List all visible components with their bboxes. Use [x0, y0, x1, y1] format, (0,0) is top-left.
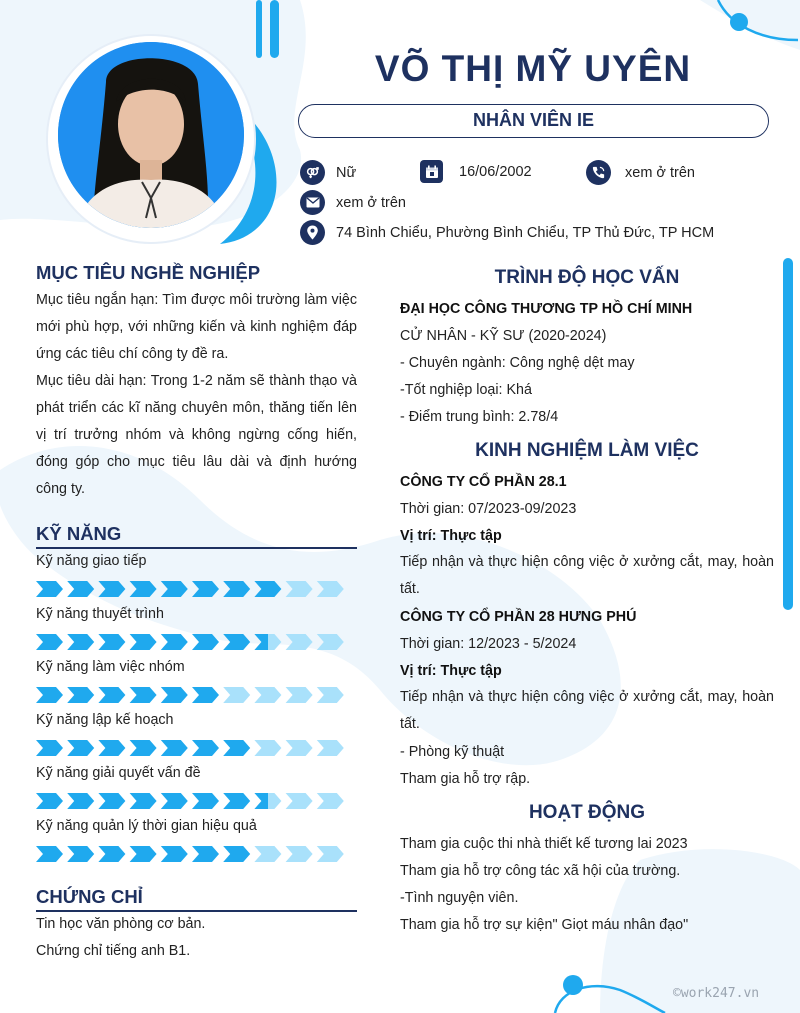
skill-chevron [130, 846, 157, 862]
gender-value: Nữ [336, 164, 357, 181]
watermark: ©work247.vn [673, 986, 760, 1001]
skill-chevron [130, 687, 157, 703]
skill-chevron [254, 846, 281, 862]
birthday-row [420, 160, 532, 183]
skill-chevron [254, 740, 281, 756]
skill-chevron [130, 793, 157, 809]
job-company: CÔNG TY CỔ PHẦN 28 HƯNG PHÚ [400, 609, 637, 625]
skill-chevron [36, 581, 63, 597]
skill-chevron [317, 846, 344, 862]
education-rank: -Tốt nghiệp loại: Khá [400, 382, 532, 398]
skill-chevron [223, 846, 250, 862]
skill-chevron [98, 687, 125, 703]
skill-chevron [130, 740, 157, 756]
activity-item: Tham gia hỗ trợ sự kiện" Giọt máu nhân đạo" [400, 917, 689, 933]
objective-long-term: Mục tiêu dài hạn: Trong 1-2 năm sẽ thành thạo và phát triển các kĩ năng chuyên môn, thăng tiến lên vị trí trưởng nhóm và không ngừng cống hiến, đóng góp cho mục tiêu lâu dài và định hướng công ty. [36, 373, 357, 497]
skill-chevron [286, 793, 313, 809]
skill-label: Kỹ năng lập kế hoạch [36, 712, 174, 728]
skill-chevron [67, 634, 94, 650]
skill-label: Kỹ năng làm việc nhóm [36, 659, 185, 675]
objective-heading: MỤC TIÊU NGHỀ NGHIỆP [36, 262, 261, 283]
skill-chevron [192, 846, 219, 862]
email-value: xem ở trên [336, 194, 406, 211]
skill-label: Kỹ năng giao tiếp [36, 553, 147, 569]
skill-chevron [36, 687, 63, 703]
skill-chevron [98, 793, 125, 809]
skill-rating-bar [36, 686, 346, 704]
certificate-item: Tin học văn phòng cơ bản. [36, 916, 206, 932]
skill-chevron [286, 581, 313, 597]
phone-row [586, 160, 695, 185]
job-extra: Tham gia hỗ trợ rập. [400, 771, 531, 787]
skill-chevron [67, 846, 94, 862]
skill-chevron [317, 793, 344, 809]
gender-icon [300, 160, 325, 185]
skill-chevron [161, 581, 188, 597]
skill-chevron [161, 687, 188, 703]
birthday-value: 16/06/2002 [459, 163, 532, 180]
activity-item: Tham gia cuộc thi nhà thiết kế tương lai 2023 [400, 836, 688, 852]
skill-chevron [161, 634, 188, 650]
skill-chevron [317, 740, 344, 756]
skill-chevron [286, 846, 313, 862]
skill-chevron [161, 846, 188, 862]
skill-chevron [98, 634, 125, 650]
certificates-heading: CHỨNG CHỈ [36, 886, 143, 907]
skill-chevron [223, 634, 250, 650]
skill-chevron [67, 793, 94, 809]
job-time: Thời gian: 12/2023 - 5/2024 [400, 636, 577, 652]
skill-chevron [223, 793, 250, 809]
mail-icon [300, 190, 325, 215]
skill-chevron [223, 687, 250, 703]
certificate-item: Chứng chỉ tiếng anh B1. [36, 943, 191, 959]
job-description: Tiếp nhận và thực hiện công việc ở xưởng cắt, may, hoàn tất. [400, 554, 774, 597]
job-role: Vị trí: Thực tập [400, 528, 502, 544]
calendar-icon [420, 160, 443, 183]
skill-chevron [254, 634, 281, 650]
job-company: CÔNG TY CỔ PHẦN 28.1 [400, 474, 567, 490]
address-row [300, 220, 714, 245]
skill-chevron [317, 634, 344, 650]
education-heading: TRÌNH ĐỘ HỌC VẤN [494, 267, 680, 288]
skill-chevron [192, 793, 219, 809]
skill-chevron [36, 634, 63, 650]
skill-chevron [67, 687, 94, 703]
skill-chevron [130, 634, 157, 650]
skill-chevron [192, 634, 219, 650]
objective-short-term: Mục tiêu ngắn hạn: Tìm được môi trường làm việc mới phù hợp, với những kiến và kinh nghiệm đáp ứng các tiêu chí công ty đề ra. [36, 292, 357, 362]
skill-chevron [98, 740, 125, 756]
certificates-heading-underline [36, 910, 357, 912]
skill-label: Kỹ năng quản lý thời gian hiệu quả [36, 818, 257, 834]
skill-chevron [254, 687, 281, 703]
skill-chevron [161, 740, 188, 756]
skill-label: Kỹ năng giải quyết vấn đề [36, 765, 201, 781]
education-gpa: - Điểm trung bình: 2.78/4 [400, 409, 559, 425]
job-description: Tiếp nhận và thực hiện công việc ở xưởng cắt, may, hoàn tất. [400, 689, 774, 732]
skill-chevron [67, 581, 94, 597]
skill-label: Kỹ năng thuyết trình [36, 606, 164, 622]
skill-rating-bar [36, 633, 346, 651]
skill-chevron [98, 846, 125, 862]
skill-chevron [317, 687, 344, 703]
email-row [300, 190, 406, 215]
location-icon [300, 220, 325, 245]
activity-item: Tham gia hỗ trợ công tác xã hội của trường. [400, 863, 681, 879]
education-school: ĐẠI HỌC CÔNG THƯƠNG TP HỒ CHÍ MINH [400, 301, 693, 317]
skill-chevron [286, 634, 313, 650]
candidate-name: VÕ THỊ MỸ UYÊN [374, 48, 692, 89]
skill-chevron [223, 581, 250, 597]
activity-item: -Tình nguyện viên. [400, 890, 519, 906]
skill-chevron [130, 581, 157, 597]
skill-chevron [161, 793, 188, 809]
skill-rating-bar [36, 739, 346, 757]
skill-chevron [192, 740, 219, 756]
skill-chevron [254, 793, 281, 809]
education-major: - Chuyên ngành: Công nghệ dệt may [400, 355, 635, 371]
skill-chevron [67, 740, 94, 756]
skill-rating-bar [36, 580, 346, 598]
skill-chevron [192, 581, 219, 597]
profile-photo [58, 42, 244, 228]
skills-heading-underline [36, 547, 357, 549]
experience-heading: KINH NGHIỆM LÀM VIỆC [475, 440, 699, 461]
skill-chevron [254, 581, 281, 597]
skill-chevron [317, 581, 344, 597]
skill-rating-bar [36, 845, 346, 863]
activities-heading: HOẠT ĐỘNG [528, 802, 646, 823]
phone-icon [586, 160, 611, 185]
gender-row [300, 160, 356, 185]
position-title: NHÂN VIÊN IE [298, 104, 769, 138]
skill-chevron [286, 687, 313, 703]
job-time: Thời gian: 07/2023-09/2023 [400, 501, 577, 517]
skill-chevron [192, 687, 219, 703]
education-degree: CỬ NHÂN - KỸ SƯ (2020-2024) [400, 328, 607, 344]
skill-chevron [98, 581, 125, 597]
skill-rating-bar [36, 792, 346, 810]
job-department: - Phòng kỹ thuật [400, 744, 505, 760]
skill-chevron [36, 846, 63, 862]
skill-chevron [36, 793, 63, 809]
skills-heading: KỸ NĂNG [36, 523, 122, 544]
skill-chevron [223, 740, 250, 756]
skill-chevron [286, 740, 313, 756]
skill-chevron [36, 740, 63, 756]
phone-value: xem ở trên [625, 164, 695, 181]
address-value: 74 Bình Chiểu, Phường Bình Chiểu, TP Thủ Đức, TP HCM [336, 224, 715, 241]
job-role: Vị trí: Thực tập [400, 663, 502, 679]
